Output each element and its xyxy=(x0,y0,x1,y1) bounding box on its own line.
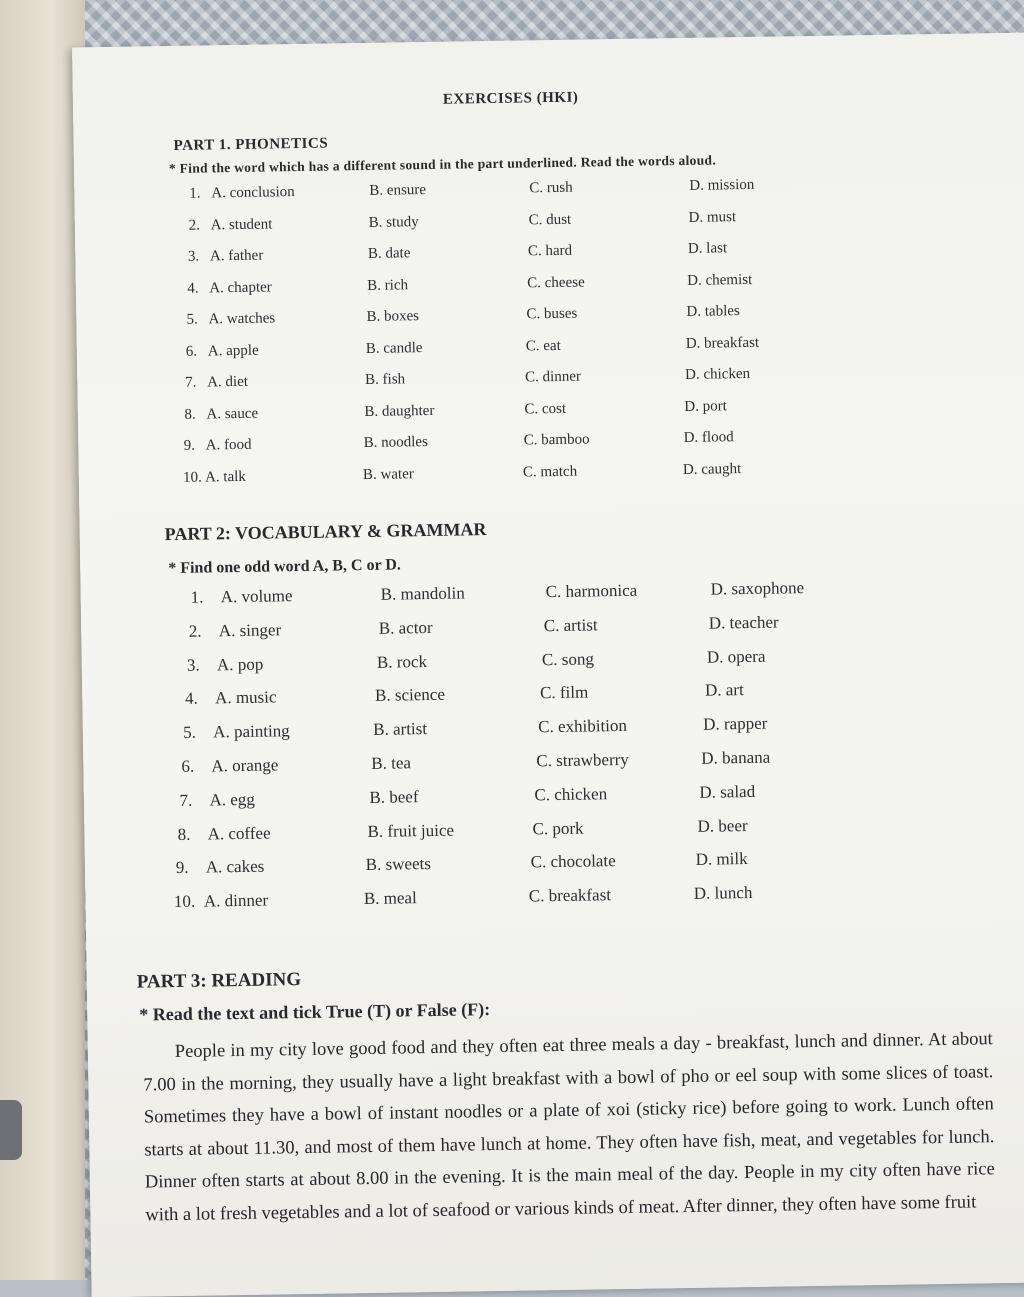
question-number: 7. xyxy=(185,375,197,392)
option-a: A. pop xyxy=(217,654,264,675)
option-d: D. saxophone xyxy=(710,578,804,599)
part2-instruction: * Find one odd word A, B, C or D. xyxy=(168,556,401,578)
option-b: B. meal xyxy=(364,888,417,909)
option-c: C. song xyxy=(542,649,594,670)
option-c: C. harmonica xyxy=(546,581,638,602)
option-c: C. match xyxy=(523,463,577,481)
option-a: A. chapter xyxy=(209,279,272,297)
question-number: 1. xyxy=(191,588,204,608)
question-number: 10. xyxy=(183,469,202,486)
part2-heading: PART 2: VOCABULARY & GRAMMAR xyxy=(165,519,487,545)
option-c: C. pork xyxy=(532,818,583,839)
option-c: C. artist xyxy=(544,615,598,636)
option-a: A. orange xyxy=(211,755,278,776)
option-b: B. date xyxy=(368,245,411,263)
option-a: A. music xyxy=(215,688,277,709)
question-number: 2. xyxy=(189,217,201,234)
question-number: 3. xyxy=(188,249,200,266)
option-a: A. singer xyxy=(219,620,282,641)
option-a: A. student xyxy=(211,216,273,234)
table-edge xyxy=(0,0,85,1280)
option-a: A. conclusion xyxy=(211,184,295,202)
option-c: C. dinner xyxy=(525,369,581,387)
option-d: D. breakfast xyxy=(686,334,760,352)
question-number: 3. xyxy=(187,655,200,675)
option-b: B. beef xyxy=(369,787,418,808)
option-d: D. salad xyxy=(699,782,755,803)
option-d: D. opera xyxy=(707,646,766,667)
question-number: 1. xyxy=(189,186,201,203)
option-d: D. milk xyxy=(696,849,748,870)
option-a: A. father xyxy=(210,248,264,266)
option-c: C. exhibition xyxy=(538,716,627,737)
option-a: A. volume xyxy=(221,586,293,607)
option-d: D. beer xyxy=(697,816,747,837)
option-d: D. last xyxy=(688,240,727,258)
option-b: B. mandolin xyxy=(381,583,465,604)
option-d: D. chicken xyxy=(685,366,750,384)
option-d: D. teacher xyxy=(709,612,779,633)
question-number: 2. xyxy=(189,621,202,641)
option-b: B. tea xyxy=(371,753,411,774)
option-c: C. film xyxy=(540,683,588,704)
option-a: A. watches xyxy=(208,310,275,328)
option-b: B. noodles xyxy=(364,434,428,452)
option-b: B. rock xyxy=(377,652,427,673)
question-number: 4. xyxy=(187,280,199,297)
option-d: D. lunch xyxy=(694,883,753,904)
option-a: A. coffee xyxy=(207,823,270,844)
question-number: 5. xyxy=(183,723,196,743)
option-c: C. breakfast xyxy=(529,885,611,906)
option-a: A. apple xyxy=(208,342,259,360)
question-number: 8. xyxy=(184,406,196,423)
option-c: C. chicken xyxy=(534,784,607,805)
option-c: C. cheese xyxy=(527,274,585,292)
option-c: C. rush xyxy=(529,180,573,198)
option-d: D. rapper xyxy=(703,714,768,735)
part1-instruction: * Find the word which has a different sound in the part underlined. Read the words aloud. xyxy=(169,152,716,177)
option-d: D. port xyxy=(684,398,727,416)
part3-heading: PART 3: READING xyxy=(137,969,302,994)
option-b: B. science xyxy=(375,685,445,706)
question-number: 8. xyxy=(177,824,190,844)
option-c: C. bamboo xyxy=(524,431,590,449)
option-d: D. chemist xyxy=(687,271,752,289)
part3-instruction: * Read the text and tick True (T) or False (F): xyxy=(139,999,490,1026)
option-c: C. strawberry xyxy=(536,750,629,771)
option-b: B. water xyxy=(363,466,414,484)
question-number: 6. xyxy=(186,343,198,360)
option-c: C. cost xyxy=(524,400,566,418)
option-c: C. buses xyxy=(526,306,577,324)
option-b: B. sweets xyxy=(366,854,431,875)
option-b: B. fruit juice xyxy=(367,820,454,841)
option-d: D. tables xyxy=(686,303,740,321)
option-b: B. boxes xyxy=(366,308,419,326)
option-a: A. food xyxy=(206,437,252,455)
binder-clip xyxy=(0,1100,22,1160)
option-b: B. rich xyxy=(367,277,408,295)
option-a: A. sauce xyxy=(206,405,258,423)
option-a: A. diet xyxy=(207,374,248,392)
option-c: C. chocolate xyxy=(531,851,616,872)
question-number: 6. xyxy=(181,757,194,777)
page-title: EXERCISES (HKI) xyxy=(443,90,579,109)
option-c: C. hard xyxy=(528,243,572,261)
question-number: 10. xyxy=(174,892,196,912)
option-a: A. dinner xyxy=(204,891,269,912)
option-d: D. mission xyxy=(689,177,754,195)
question-number: 9. xyxy=(184,438,196,455)
exercise-sheet xyxy=(72,32,1024,1297)
question-number: 9. xyxy=(176,858,189,878)
option-c: C. eat xyxy=(526,337,561,355)
option-c: C. dust xyxy=(528,211,571,229)
option-a: A. talk xyxy=(205,468,246,486)
option-b: B. daughter xyxy=(364,402,434,420)
option-b: B. candle xyxy=(366,340,423,358)
option-d: D. must xyxy=(688,209,736,227)
option-b: B. artist xyxy=(373,719,427,740)
question-number: 5. xyxy=(186,312,198,329)
reading-passage: People in my city love good food and they often eat three meals a day - breakfast, lunch and dinner. At about 7.00 in the morning, they usually have a light breakfast with a bowl of pho or eel soup with some slices of toast. Sometimes they have a bowl of instant noodles or a plate of xoi (sticky rice) before going to work. Lunch often starts at about 11.30, and most of them have lunch at home. They often have fish, meat, and vegetables for lunch. Dinner often starts at about 8.00 in the evening. It is the main meal of the day. People in my city often have rice with a lot fresh vegetables and a lot of seafood or various kinds of meat. After dinner, they often have some fruit xyxy=(143,1023,996,1231)
question-number: 7. xyxy=(179,791,192,811)
option-b: B. ensure xyxy=(369,182,426,200)
option-d: D. banana xyxy=(701,748,770,769)
option-a: A. egg xyxy=(209,790,255,811)
option-b: B. actor xyxy=(379,618,433,639)
part1-heading: PART 1. PHONETICS xyxy=(173,136,328,155)
option-b: B. fish xyxy=(365,371,405,389)
question-number: 4. xyxy=(185,689,198,709)
option-a: A. cakes xyxy=(206,857,265,878)
option-d: D. art xyxy=(705,680,744,701)
option-d: D. caught xyxy=(683,461,742,479)
option-a: A. painting xyxy=(213,721,290,742)
option-d: D. flood xyxy=(684,429,734,447)
option-b: B. study xyxy=(369,214,419,232)
